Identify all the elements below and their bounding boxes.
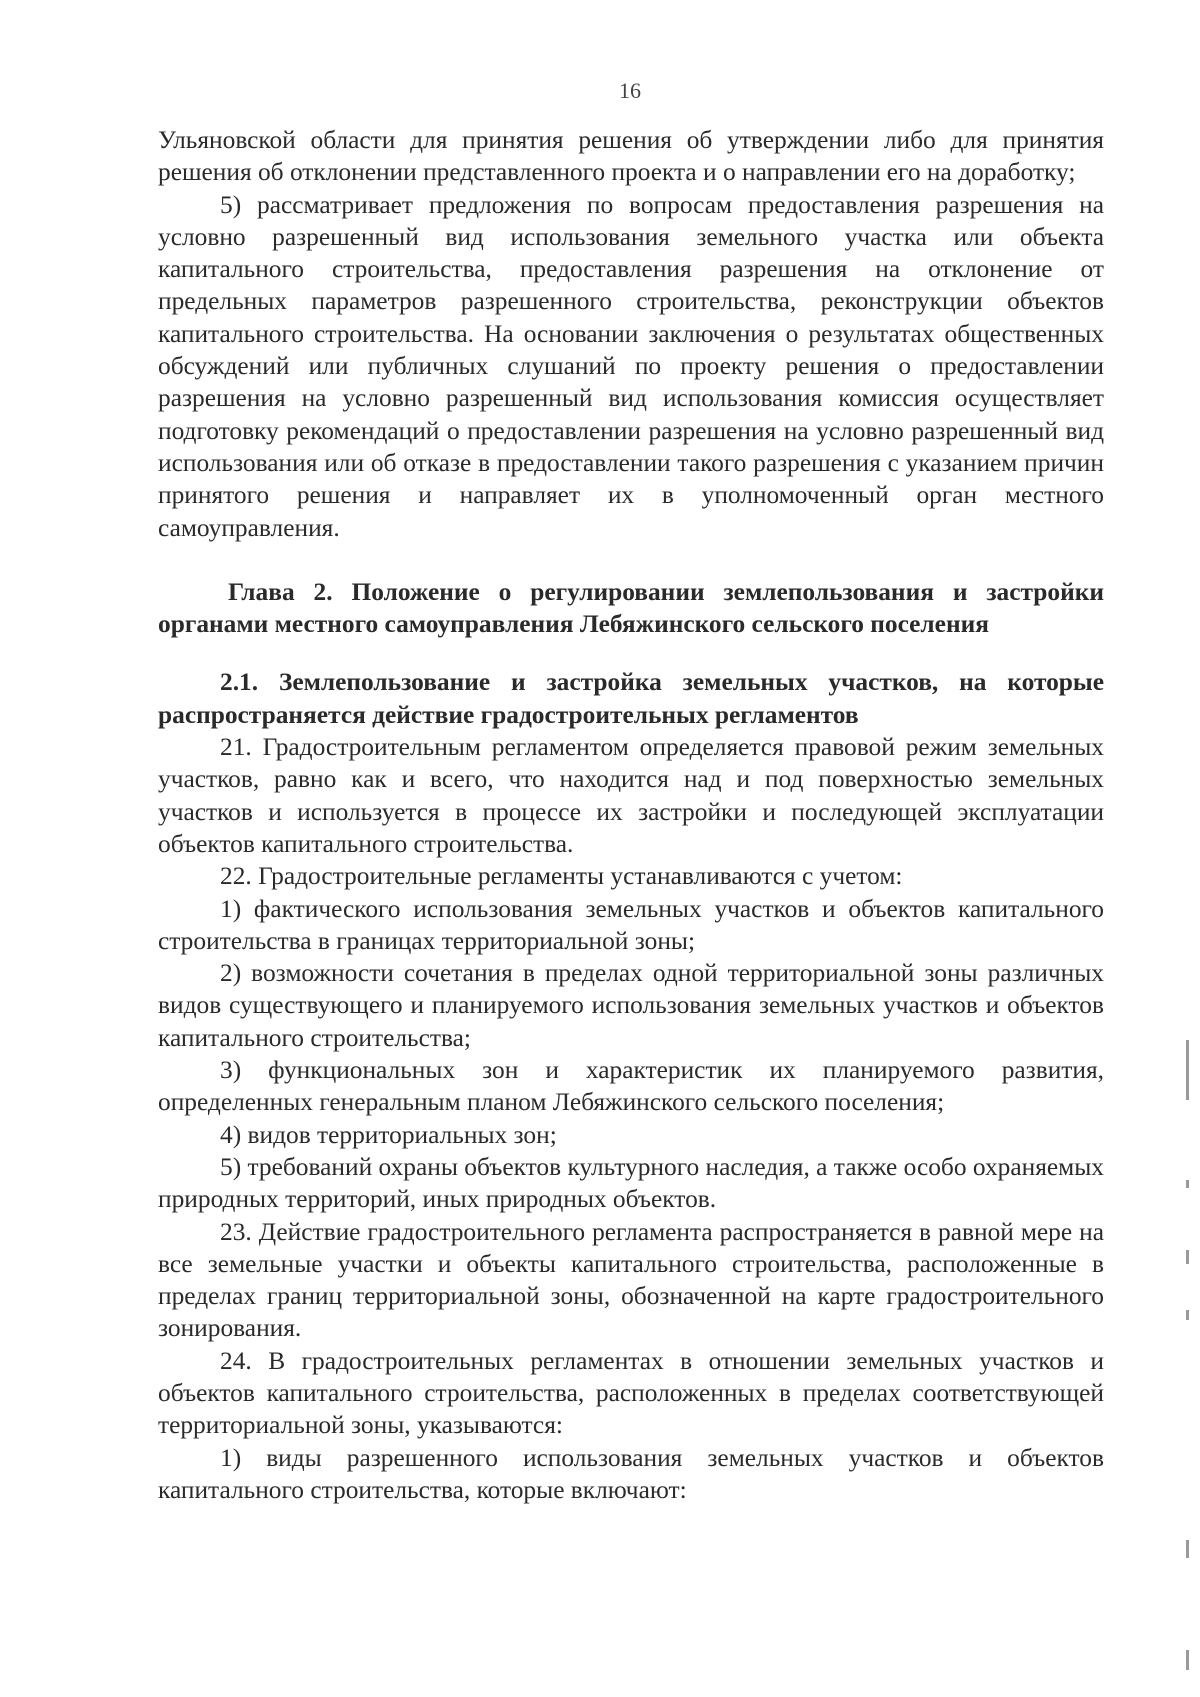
paragraph-continuation: Ульяновской области для принятия решения об утверждении либо для принятия решения об отклонении представленного проекта и о направлении его на доработку; bbox=[158, 126, 1104, 187]
paragraph-item-5: 5) рассматривает предложения по вопросам предоставления разрешения на условно разрешенный вид использования земельного участка или объекта капитального строительства, предоставления разрешения на отклонение от предельных параметров разрешенного строительства, реконструкции объектов капитального строительства. На основании заключения о результатах общественных обсуждений или публичных слушаний по проекту решения о предоставлении разрешения на условно разрешенный вид использования комиссия осуществляет подготовку рекомендаций о предоставлении разрешения на условно разрешенный вид использования или об отказе в предоставлении такого разрешения с указанием причин принятого решения и направляет их в уполномоченный орган местного самоуправления. bbox=[158, 190, 1104, 542]
paragraph-24: 24. В градостроительных регламентах в отношении земельных участков и объектов капитального строительства, расположенных в пределах соответствующей территориальной зоны, указываются: bbox=[158, 1346, 1104, 1440]
page-number: 16 bbox=[619, 78, 641, 103]
document-body bbox=[158, 124, 1104, 1506]
scan-artifact-mark bbox=[1186, 1040, 1189, 1100]
paragraph-21: 21. Градостроительным регламентом определяется правовой режим земельных участков, равно как и всего, что находится над и под поверхностью земельных участков и используется в процессе их застройки и последующей эксплуатации объектов капитального строительства. bbox=[158, 733, 1104, 858]
paragraph-22-item-1: 1) фактического использования земельных участков и объектов капитального строительства в границах территориальной зоны; bbox=[158, 894, 1104, 955]
paragraph-22-item-5: 5) требований охраны объектов культурного наследия, а также особо охраняемых природных территорий, иных природных объектов. bbox=[158, 1152, 1104, 1214]
scan-artifact-mark bbox=[1186, 1540, 1189, 1558]
scan-artifact-mark bbox=[1186, 1310, 1189, 1320]
paragraph-24-item-1: 1) виды разрешенного использования земельных участков и объектов капитального строительства, которые включают: bbox=[158, 1443, 1104, 1504]
paragraph-23: 23. Действие градостроительного регламента распространяется в равной мере на все земельные участки и объекты капитального строительства, расположенные в пределах границ территориальной зоны, обозначенной на карте градостроительного зонирования. bbox=[158, 1217, 1104, 1343]
section-heading: 2.1. Землепользование и застройка земельных участков, на которые распространяется действие градостроительных регламентов bbox=[158, 668, 1104, 729]
paragraph-22-item-4: 4) видов территориальных зон; bbox=[220, 1120, 557, 1149]
scan-artifact-mark bbox=[1186, 1180, 1189, 1188]
paragraph-22-item-3: 3) функциональных зон и характеристик их планируемого развития, определенных генеральным планом Лебяжинского сельского поселения; bbox=[158, 1056, 1104, 1117]
chapter-heading: Глава 2. Положение о регулировании землепользования и застройки органами местного самоуправления Лебяжинского сельского поселения bbox=[158, 577, 1104, 639]
scan-artifact-mark bbox=[1186, 1250, 1189, 1264]
scan-artifact-mark bbox=[1186, 1650, 1189, 1670]
paragraph-22-item-2: 2) возможности сочетания в пределах одной территориальной зоны различных видов существующего и планируемого использования земельных участков и объектов капитального строительства; bbox=[158, 959, 1104, 1052]
paragraph-22: 22. Градостроительные регламенты устанавливаются с учетом: bbox=[220, 862, 903, 891]
